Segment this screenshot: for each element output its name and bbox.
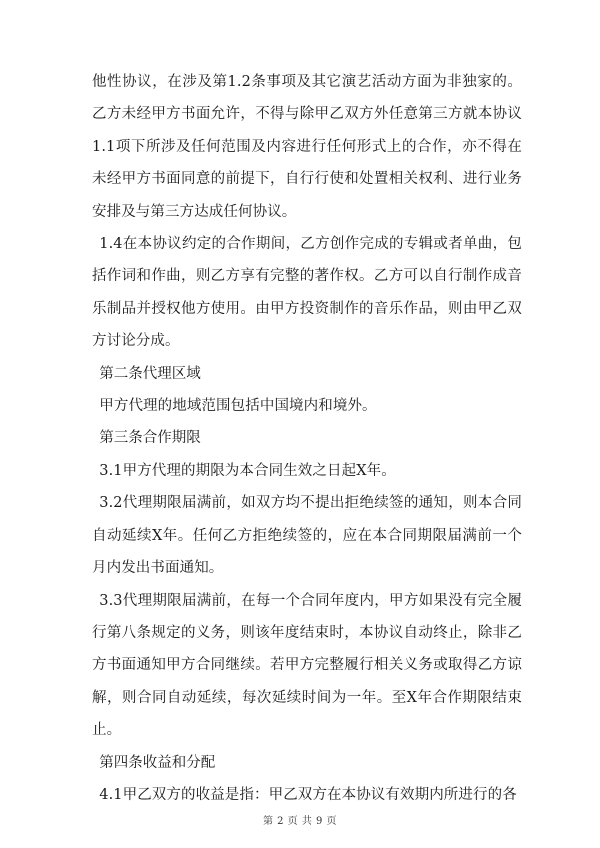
paragraph-clause-1-4: 1.4在本协议约定的合作期间，乙方创作完成的专辑或者单曲，包括作词和作曲，则乙方享有完整的著作权。乙方可以自行制作成音乐制品并授权他方使用。由甲方投资制作的音乐作品，则由甲乙双方讨论分成。 [92, 236, 522, 350]
heading-article-4: 第四条收益和分配 [99, 754, 216, 771]
heading-article-2: 第二条代理区域 [99, 365, 201, 382]
document-body [92, 66, 522, 811]
paragraph-agency-region: 甲方代理的地域范围包括中国境内和境外。 [99, 398, 377, 415]
paragraph-exclusivity-continued: 他性协议，在涉及第1.2条事项及其它演艺活动方面为非独家的。乙方未经甲方书面允许，不得与除甲乙双方外任意第三方就本协议1.1项下所涉及任何范围及内容进行任何形式上的合作，亦不得在未经甲方书面同意的前提下，自行行使和处置相关权利、进行业务安排及与第三方达成任何协议。 [92, 74, 522, 220]
heading-article-3: 第三条合作期限 [99, 430, 201, 447]
paragraph-clause-4-1: 4.1甲乙双方的收益是指：甲乙双方在本协议有效期内所进行的各 [99, 786, 517, 803]
paragraph-clause-3-2: 3.2代理期限届满前，如双方均不提出拒绝续签的通知，则本合同自动延续X年。任何乙方拒绝续签的，应在本合同期限届满前一个月内发出书面通知。 [92, 495, 522, 577]
paragraph-clause-3-1: 3.1甲方代理的期限为本合同生效之日起X年。 [99, 462, 396, 479]
paragraph-clause-3-3: 3.3代理期限届满前，在每一个合同年度内，甲方如果没有完全履行第八条规定的义务，则该年度结束时，本协议自动终止，除非乙方书面通知甲方合同继续。若甲方完整履行相关义务或取得乙方谅解，则合同自动延续，每次延续时间为一年。至X年合作期限结束止。 [92, 592, 522, 739]
page-number-footer: 第 2 页 共 9 页 [262, 816, 338, 827]
